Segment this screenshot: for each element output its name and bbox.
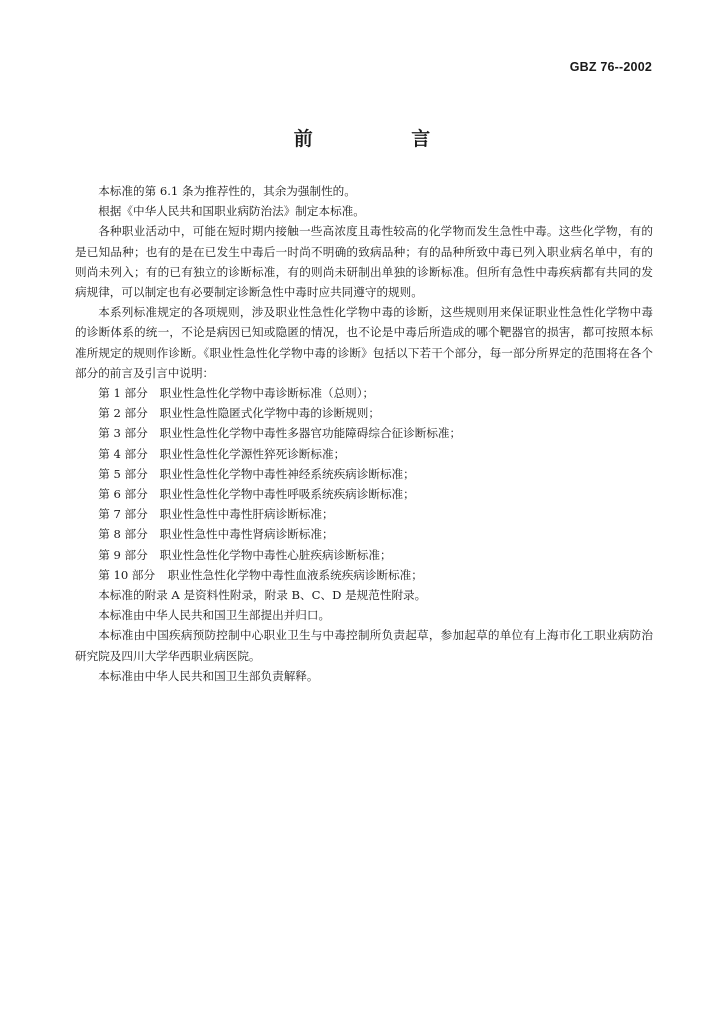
- list-item: [75, 423, 653, 443]
- part-title: 职业性急性化学物中毒性血液系统疾病诊断标准；: [167, 567, 423, 582]
- part-number: 第 10 部分: [98, 567, 156, 582]
- part-title: 职业性急性中毒性肾病诊断标准；: [159, 527, 334, 542]
- paragraph-drafters: 本标准由中国疾病预防控制中心职业卫生与中毒控制所负责起草，参加起草的单位有上海市化工职业病防治研究院及四川大学华西职业病医院。: [75, 628, 653, 663]
- list-item: [75, 484, 653, 504]
- part-number: 第 2 部分: [98, 406, 148, 421]
- paragraph-appendix: 本标准的附录 A 是资料性附录，附录 B、C、D 是规范性附录。: [98, 588, 427, 603]
- list-item: [75, 524, 653, 544]
- foreword-body: [75, 181, 653, 686]
- part-title: 职业性急性化学物中毒性心脏疾病诊断标准；: [159, 547, 392, 562]
- paragraph-proposer: 本标准由中华人民共和国卫生部提出并归口。: [98, 608, 331, 623]
- paragraph-series-scope: 本系列标准规定的各项规则，涉及职业性急性化学物中毒的诊断，这些规则用来保证职业性急性化学物中毒的诊断体系的统一，不论是病因已知或隐匿的情况，也不论是中毒后所造成的哪个靶器官的损害，都可按照本标准所规定的规则作诊断。《职业性急性化学物中毒的诊断》包括以下若干个部分，每一部分所界定的范围将在各个部分的前言及引言中说明：: [75, 305, 653, 380]
- part-number: 第 6 部分: [98, 487, 148, 502]
- part-number: 第 3 部分: [98, 426, 148, 441]
- part-title: 职业性急性化学物中毒性多器官功能障碍综合征诊断标准；: [159, 426, 462, 441]
- list-item: [75, 504, 653, 524]
- part-title: 职业性急性化学物中毒诊断标准（总则）；: [159, 386, 375, 401]
- page-title: 前 言: [293, 128, 477, 150]
- paragraph-legal-basis: 根据《中华人民共和国职业病防治法》制定本标准。: [98, 204, 365, 219]
- part-title: 职业性急性化学物中毒性呼吸系统疾病诊断标准；: [159, 487, 415, 502]
- list-item: [75, 383, 653, 403]
- list-item: [75, 545, 653, 565]
- part-title: 职业性急性化学源性猝死诊断标准；: [159, 446, 346, 461]
- paragraph-interpreter: 本标准由中华人民共和国卫生部负责解释。: [98, 668, 319, 683]
- part-title: 职业性急性化学物中毒性神经系统疾病诊断标准；: [159, 466, 415, 481]
- part-number: 第 1 部分: [98, 386, 148, 401]
- standard-code: GBZ 76--2002: [569, 60, 652, 74]
- part-number: 第 9 部分: [98, 547, 148, 562]
- part-number: 第 4 部分: [98, 446, 148, 461]
- part-number: 第 5 部分: [98, 466, 148, 481]
- list-item: [75, 403, 653, 423]
- part-title: 职业性急性隐匿式化学物中毒的诊断规则；: [159, 406, 380, 421]
- list-item: [75, 565, 653, 585]
- paragraph-background: 各种职业活动中，可能在短时期内接触一些高浓度且毒性较高的化学物而发生急性中毒。这些化学物，有的是已知品种；也有的是在已发生中毒后一时尚不明确的致病品种；有的品种所致中毒已列入职业病名单中，有的则尚未列入；有的已有独立的诊断标准，有的则尚未研制出单独的诊断标准。但所有急性中毒疾病都有共同的发病规律，可以制定也有必要制定诊断急性中毒时应共同遵守的规则。: [75, 224, 653, 300]
- part-number: 第 8 部分: [98, 527, 148, 542]
- list-item: [75, 464, 653, 484]
- part-title: 职业性急性中毒性肝病诊断标准；: [159, 507, 334, 522]
- paragraph-recommended-clause: 本标准的第 6.1 条为推荐性的，其余为强制性的。: [98, 184, 356, 198]
- list-item: [75, 444, 653, 464]
- part-number: 第 7 部分: [98, 507, 148, 522]
- parts-list: [75, 383, 653, 585]
